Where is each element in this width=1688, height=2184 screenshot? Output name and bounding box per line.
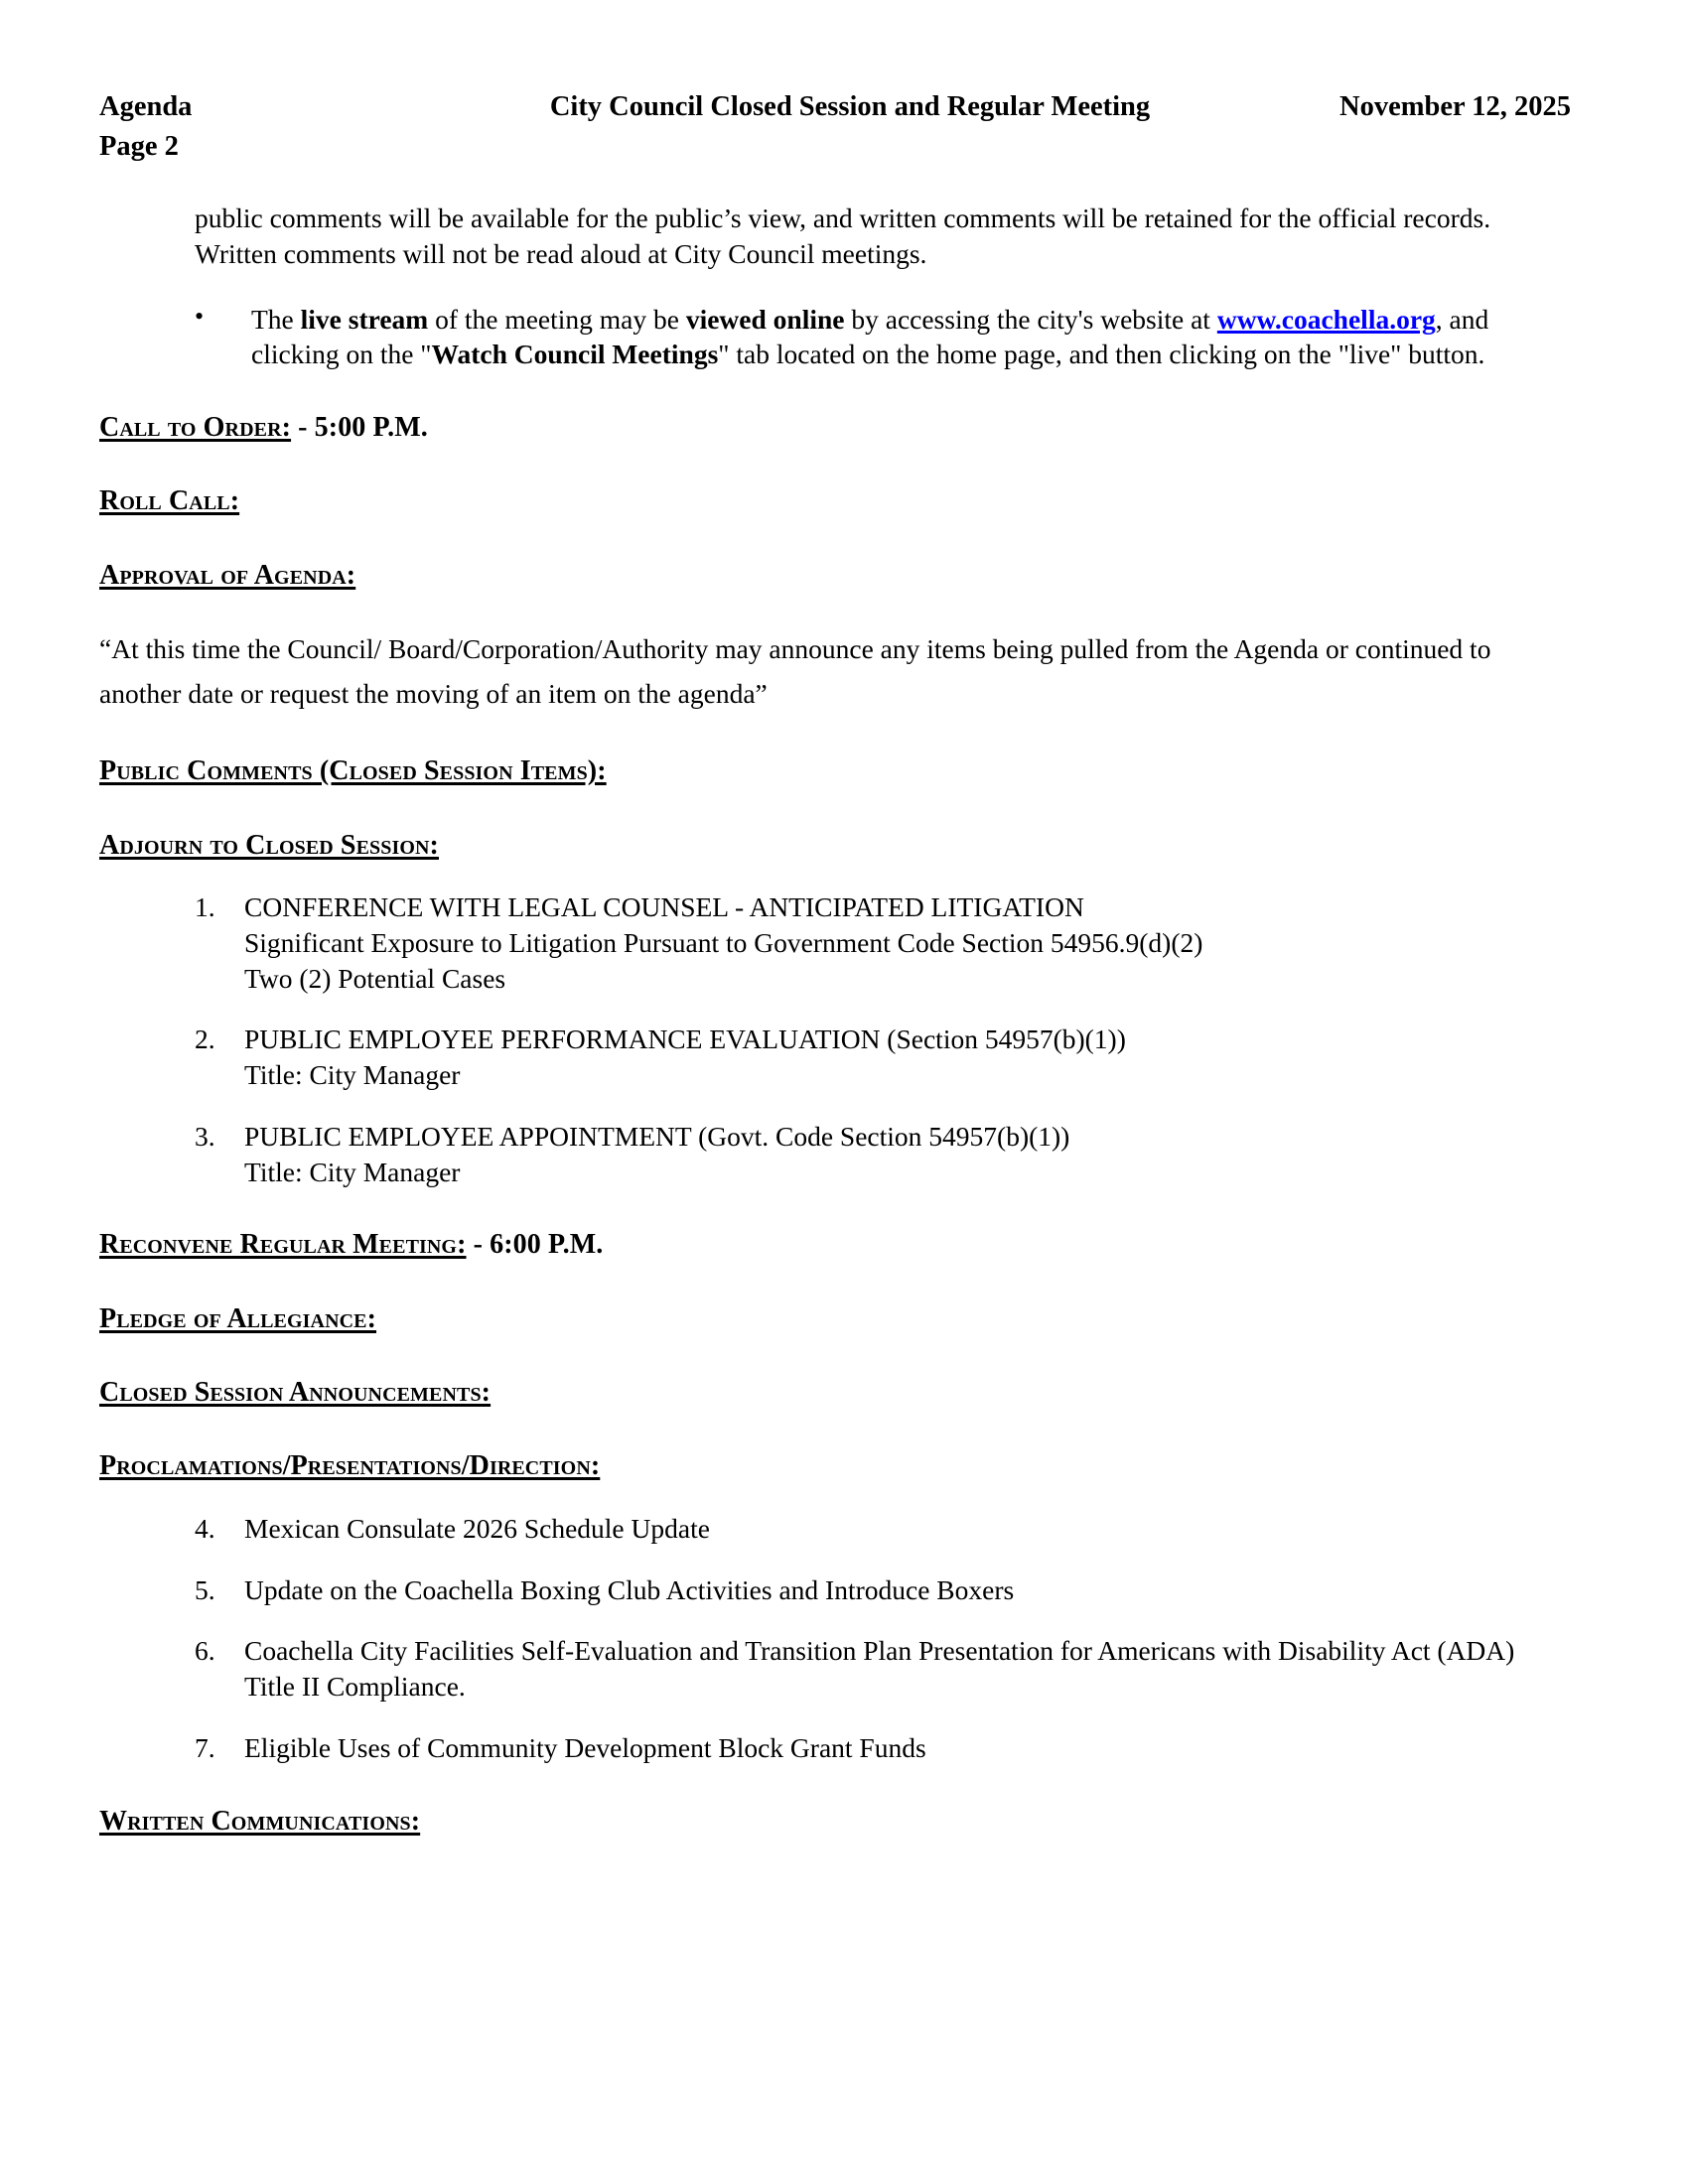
item-line-3: Two (2) Potential Cases [244,962,506,994]
proclamation-item-list [99,1511,1571,1766]
approval-of-agenda-quote: “At this time the Council/ Board/Corporation/Authority may announce any items being pulled from the Agenda or continued to another date or request the moving of an item on the agenda” [99,633,1491,709]
item-text: Coachella City Facilities Self-Evaluation and Transition Plan Presentation for Americans with Disability Act (ADA) Title II Compliance. [244,1635,1515,1703]
header-page-number: Page 2 [99,131,179,162]
item-text: Update on the Coachella Boxing Club Activities and Introduce Boxers [244,1573,1015,1605]
section-heading-adjourn-to-closed-session [99,828,1571,864]
item-line-2: Title: City Manager [244,1156,461,1187]
proclamations-label: Proclamations/Presentations/Direction: [99,1450,601,1482]
section-heading-closed-session-announcements [99,1375,1571,1411]
section-heading-call-to-order [99,410,1571,446]
intro-paragraph: public comments will be available for the public’s view, and written comments will be retained for the official records. Written comments will not be read aloud at City Council meetings. [195,203,1491,269]
item-line-1: PUBLIC EMPLOYEE APPOINTMENT (Govt. Code Section 54957(b)(1)) [244,1120,1070,1152]
document-header [99,87,1571,173]
item-number: 4. [195,1512,215,1544]
closed-session-announcements-label: Closed Session Announcements: [99,1377,492,1409]
list-item [195,1511,1571,1547]
item-number: 3. [195,1120,215,1152]
written-communications-label: Written Communications: [99,1805,421,1837]
livestream-seg-2: of the meeting may be [428,303,686,335]
header-meeting-title: City Council Closed Session and Regular Meeting [549,91,1151,122]
list-item [195,1730,1571,1766]
list-item [195,1633,1571,1705]
section-heading-written-communications [99,1804,1571,1840]
livestream-bold-watch-council-meetings: Watch Council Meetings [431,339,719,370]
call-to-order-time: - 5:00 P.M. [291,412,428,443]
livestream-bullet-list [99,302,1571,373]
item-number: 5. [195,1573,215,1605]
section-heading-roll-call [99,483,1571,519]
header-agenda-label: Agenda [99,91,193,122]
list-item [195,1022,1571,1093]
item-number: 1. [195,891,215,923]
item-line-2: Title: City Manager [244,1059,461,1091]
livestream-seg-1: The [251,303,301,335]
list-item [195,1119,1571,1190]
item-number: 7. [195,1731,215,1763]
livestream-seg-5: " tab located on the home page, and then clicking on the "live" button. [718,339,1485,370]
section-heading-public-comments [99,753,1571,789]
livestream-bullet-item [195,302,1571,373]
item-text: Mexican Consulate 2026 Schedule Update [244,1512,710,1544]
list-item [195,1572,1571,1608]
item-line-2: Significant Exposure to Litigation Pursuant to Government Code Section 54956.9(d)(2) [244,926,1203,958]
call-to-order-label: Call to Order: [99,412,292,443]
reconvene-label: Reconvene Regular Meeting: [99,1229,467,1261]
item-line-1: CONFERENCE WITH LEGAL COUNSEL - ANTICIPATED LITIGATION [244,891,1084,923]
item-number: 2. [195,1024,215,1055]
item-text: Eligible Uses of Community Development Block Grant Funds [244,1731,926,1763]
header-date: November 12, 2025 [1339,91,1571,122]
section-heading-proclamations [99,1448,1571,1484]
coachella-website-link[interactable]: www.coachella.org [1216,303,1436,335]
adjourn-to-closed-session-label: Adjourn to Closed Session: [99,829,439,861]
public-comments-label: Public Comments (Closed Session Items): [99,755,607,787]
section-heading-approval-of-agenda [99,558,1571,594]
livestream-bold-live-stream: live stream [300,303,429,335]
list-item [195,889,1571,996]
livestream-bold-viewed-online: viewed online [685,303,845,335]
document-body [99,201,1571,1840]
livestream-seg-3: by accessing the city's website at [844,303,1217,335]
pledge-label: Pledge of Allegiance: [99,1302,377,1334]
approval-of-agenda-label: Approval of Agenda: [99,559,356,591]
section-heading-pledge-of-allegiance [99,1301,1571,1337]
reconvene-time: - 6:00 P.M. [466,1229,604,1261]
livestream-seg-4: , and clicking on the " [251,303,1489,370]
section-heading-reconvene-regular-meeting [99,1227,1571,1263]
closed-session-item-list [99,889,1571,1189]
roll-call-label: Roll Call: [99,485,240,517]
item-number: 6. [195,1635,215,1667]
item-line-1: PUBLIC EMPLOYEE PERFORMANCE EVALUATION (Section 54957(b)(1)) [244,1024,1126,1055]
